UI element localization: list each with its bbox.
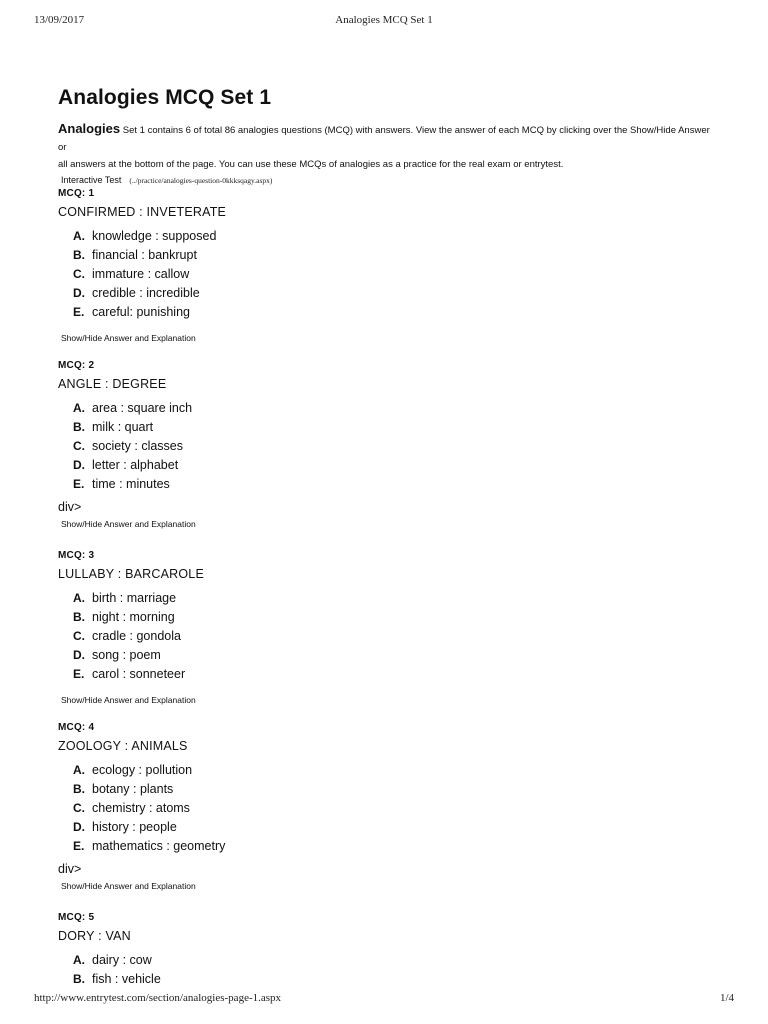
option-d[interactable] (73, 646, 204, 665)
option-text: society : classes (92, 439, 184, 453)
option-text: credible : incredible (92, 286, 200, 300)
option-e[interactable] (73, 665, 204, 684)
option-list (58, 761, 225, 856)
option-letter: C. (73, 629, 85, 643)
option-d[interactable] (73, 456, 196, 475)
option-b[interactable] (73, 418, 196, 437)
option-e[interactable] (73, 837, 225, 856)
option-letter: C. (73, 801, 85, 815)
question-stem: DORY : VAN (58, 929, 131, 943)
option-b[interactable] (73, 970, 161, 989)
option-text: milk : quart (92, 420, 154, 434)
option-list (58, 951, 161, 989)
option-letter: D. (73, 286, 85, 300)
option-text: knowledge : supposed (92, 229, 217, 243)
option-a[interactable] (73, 589, 204, 608)
mcq-number: 1 (88, 188, 95, 199)
intro-text (58, 120, 718, 173)
mcq-number: 4 (88, 722, 95, 733)
option-a[interactable] (73, 951, 161, 970)
option-letter: D. (73, 820, 85, 834)
mcq-label: MCQ: 2 (58, 360, 95, 371)
stray-markup-text: div> (58, 862, 82, 876)
option-letter: C. (73, 267, 85, 281)
mcq-block (58, 722, 225, 894)
option-text: letter : alphabet (92, 458, 179, 472)
show-hide-answer-link[interactable]: Show/Hide Answer and Explanation (61, 881, 196, 891)
option-b[interactable] (73, 608, 204, 627)
option-text: song : poem (92, 648, 161, 662)
option-letter: E. (73, 839, 85, 853)
print-header (34, 14, 734, 30)
option-list (58, 589, 204, 684)
option-list (58, 227, 226, 322)
question-stem: ANGLE : DEGREE (58, 377, 167, 391)
option-letter: B. (73, 420, 85, 434)
intro-lead: Analogies (58, 121, 121, 136)
option-b[interactable] (73, 780, 225, 799)
option-letter: A. (73, 591, 85, 605)
print-footer (34, 992, 734, 1008)
option-letter: B. (73, 248, 85, 262)
option-a[interactable] (73, 399, 196, 418)
option-text: area : square inch (92, 401, 193, 415)
mcq-number: 3 (88, 550, 95, 561)
mcq-block (58, 360, 196, 532)
mcq-number: 2 (88, 360, 95, 371)
option-d[interactable] (73, 818, 225, 837)
option-c[interactable] (73, 265, 226, 284)
show-hide-answer-link[interactable]: Show/Hide Answer and Explanation (61, 695, 196, 705)
option-text: botany : plants (92, 782, 174, 796)
option-letter: C. (73, 439, 85, 453)
interactive-test-label: Interactive Test (61, 175, 122, 185)
option-text: time : minutes (92, 477, 170, 491)
option-text: immature : callow (92, 267, 190, 281)
show-hide-answer-link[interactable]: Show/Hide Answer and Explanation (61, 333, 196, 343)
mcq-block (58, 188, 226, 346)
mcq-label: MCQ: 4 (58, 722, 95, 733)
page-title: Analogies MCQ Set 1 (58, 86, 272, 109)
question-stem: ZOOLOGY : ANIMALS (58, 739, 188, 753)
mcq-label: MCQ: 1 (58, 188, 95, 199)
option-text: history : people (92, 820, 177, 834)
option-e[interactable] (73, 303, 226, 322)
question-stem: LULLABY : BARCAROLE (58, 567, 204, 581)
question-stem: CONFIRMED : INVETERATE (58, 205, 227, 219)
option-letter: A. (73, 229, 85, 243)
mcq-label: MCQ: 3 (58, 550, 95, 561)
option-c[interactable] (73, 627, 204, 646)
option-letter: B. (73, 610, 85, 624)
intro-line-2: all answers at the bottom of the page. You can use these MCQs of analogies as a practice for the real exam or entrytest. (58, 159, 564, 170)
option-text: ecology : pollution (92, 763, 193, 777)
option-e[interactable] (73, 475, 196, 494)
option-letter: A. (73, 953, 85, 967)
option-letter: D. (73, 648, 85, 662)
option-text: mathematics : geometry (92, 839, 226, 853)
option-list (58, 399, 196, 494)
interactive-test-link[interactable]: (../practice/analogies-question-0kkksqagy.aspx) (129, 176, 273, 185)
show-hide-answer-link[interactable]: Show/Hide Answer and Explanation (61, 519, 196, 529)
intro-line-1: Set 1 contains 6 of total 86 analogies questions (MCQ) with answers. View the answer of each MCQ by clicking over the Show/Hide Answer or (58, 125, 710, 153)
option-text: chemistry : atoms (92, 801, 190, 815)
option-text: carol : sonneteer (92, 667, 186, 681)
option-d[interactable] (73, 284, 226, 303)
option-a[interactable] (73, 227, 226, 246)
option-text: night : morning (92, 610, 175, 624)
option-letter: E. (73, 305, 85, 319)
print-url: http://www.entrytest.com/section/analogies-page-1.aspx (34, 992, 282, 1004)
option-letter: B. (73, 972, 85, 986)
print-title: Analogies MCQ Set 1 (335, 14, 433, 26)
option-text: careful: punishing (92, 305, 190, 319)
option-text: fish : vehicle (92, 972, 161, 986)
print-page-number: 1/4 (719, 992, 734, 1004)
option-text: financial : bankrupt (92, 248, 197, 262)
option-text: dairy : cow (92, 953, 152, 967)
option-a[interactable] (73, 761, 225, 780)
option-letter: E. (73, 667, 85, 681)
option-letter: B. (73, 782, 85, 796)
interactive-test (61, 175, 718, 185)
mcq-number: 5 (88, 912, 95, 923)
option-c[interactable] (73, 799, 225, 818)
option-text: cradle : gondola (92, 629, 181, 643)
mcq-block (58, 550, 204, 708)
option-letter: D. (73, 458, 85, 472)
print-date: 13/09/2017 (34, 14, 85, 26)
mcq-label: MCQ: 5 (58, 912, 95, 923)
option-letter: A. (73, 401, 85, 415)
stray-markup-text: div> (58, 500, 82, 514)
option-letter: E. (73, 477, 85, 491)
mcq-block (58, 912, 161, 989)
option-b[interactable] (73, 246, 226, 265)
option-letter: A. (73, 763, 85, 777)
option-text: birth : marriage (92, 591, 177, 605)
option-c[interactable] (73, 437, 196, 456)
page-content (58, 86, 718, 986)
